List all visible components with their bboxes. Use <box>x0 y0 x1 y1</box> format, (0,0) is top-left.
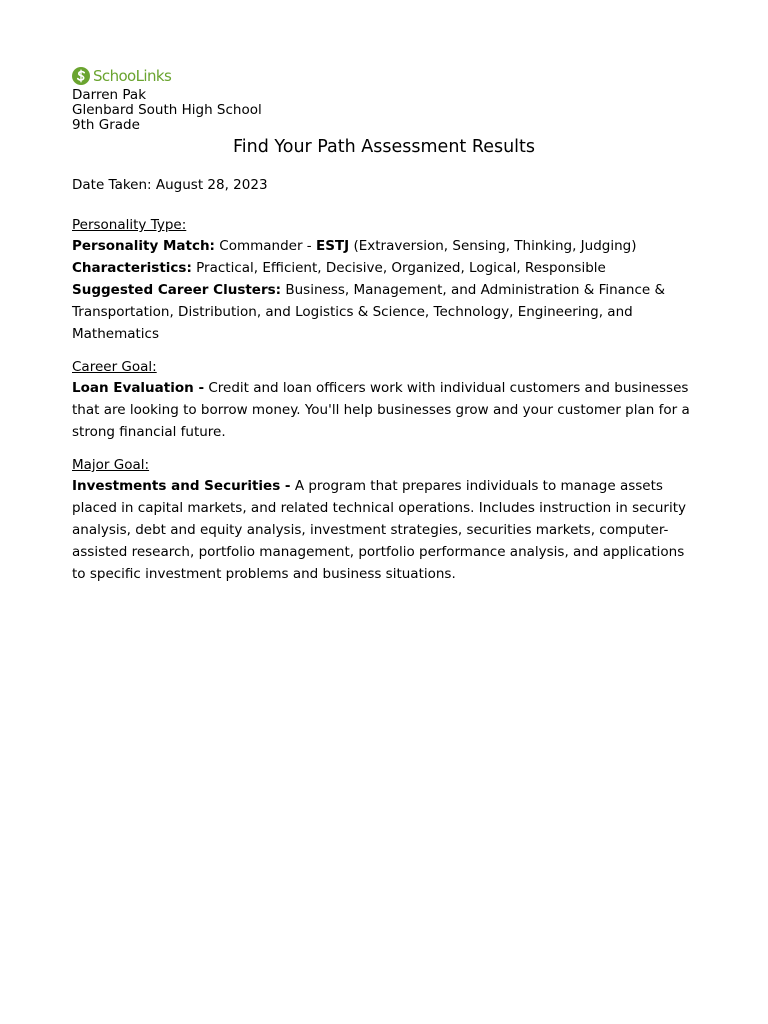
career-goal <box>72 377 696 443</box>
student-grade: 9th Grade <box>72 117 140 133</box>
personality-match <box>72 235 696 257</box>
major-goal <box>72 475 696 585</box>
characteristics-label: Characteristics: <box>72 260 192 276</box>
personality-heading: Personality Type: <box>72 217 187 233</box>
career-section <box>72 357 696 443</box>
career-goal-name: Loan Evaluation - <box>72 380 205 396</box>
career-clusters-label: Suggested Career Clusters: <box>72 282 282 298</box>
major-goal-name: Investments and Securities - <box>72 478 291 494</box>
major-section <box>72 455 696 585</box>
personality-match-name: Commander - <box>219 238 316 254</box>
student-name: Darren Pak <box>72 87 147 103</box>
logo-wordmark: SchooLinks <box>93 67 172 85</box>
career-goal-description: Credit and loan officers work with individual customers and businesses that are looking to borrow money. You'll help businesses grow and your customer plan for a strong financial future. <box>72 380 690 440</box>
characteristics-value: Practical, Efficient, Decisive, Organized, Logical, Responsible <box>191 260 606 276</box>
student-info <box>72 88 696 133</box>
student-school: Glenbard South High School <box>72 102 262 118</box>
assessment-document <box>72 66 696 585</box>
career-heading: Career Goal: <box>72 359 157 375</box>
schoolinks-s-icon <box>72 67 90 85</box>
personality-code: ESTJ <box>315 238 350 254</box>
career-clusters <box>72 279 696 345</box>
characteristics <box>72 257 696 279</box>
personality-match-label: Personality Match: <box>72 238 215 254</box>
personality-section <box>72 215 696 345</box>
schoolinks-logo <box>72 66 696 86</box>
page-title: Find Your Path Assessment Results <box>232 137 536 157</box>
major-goal-description: A program that prepares individuals to manage assets placed in capital markets, and related technical operations. Includes instruction in security analysis, debt and equity analysis, investment strategies, securities markets, computer-assisted research, portfolio management, portfolio performance analysis, and applications to specific investment problems and business situations. <box>72 478 686 582</box>
career-clusters-value: Business, Management, and Administration & Finance & Transportation, Distribution, and Logistics & Science, Technology, Engineering, and Mathematics <box>72 282 666 342</box>
personality-detail: (Extraversion, Sensing, Thinking, Judging) <box>349 238 637 254</box>
major-heading: Major Goal: <box>72 457 150 473</box>
date-taken: Date Taken: August 28, 2023 <box>72 177 268 193</box>
